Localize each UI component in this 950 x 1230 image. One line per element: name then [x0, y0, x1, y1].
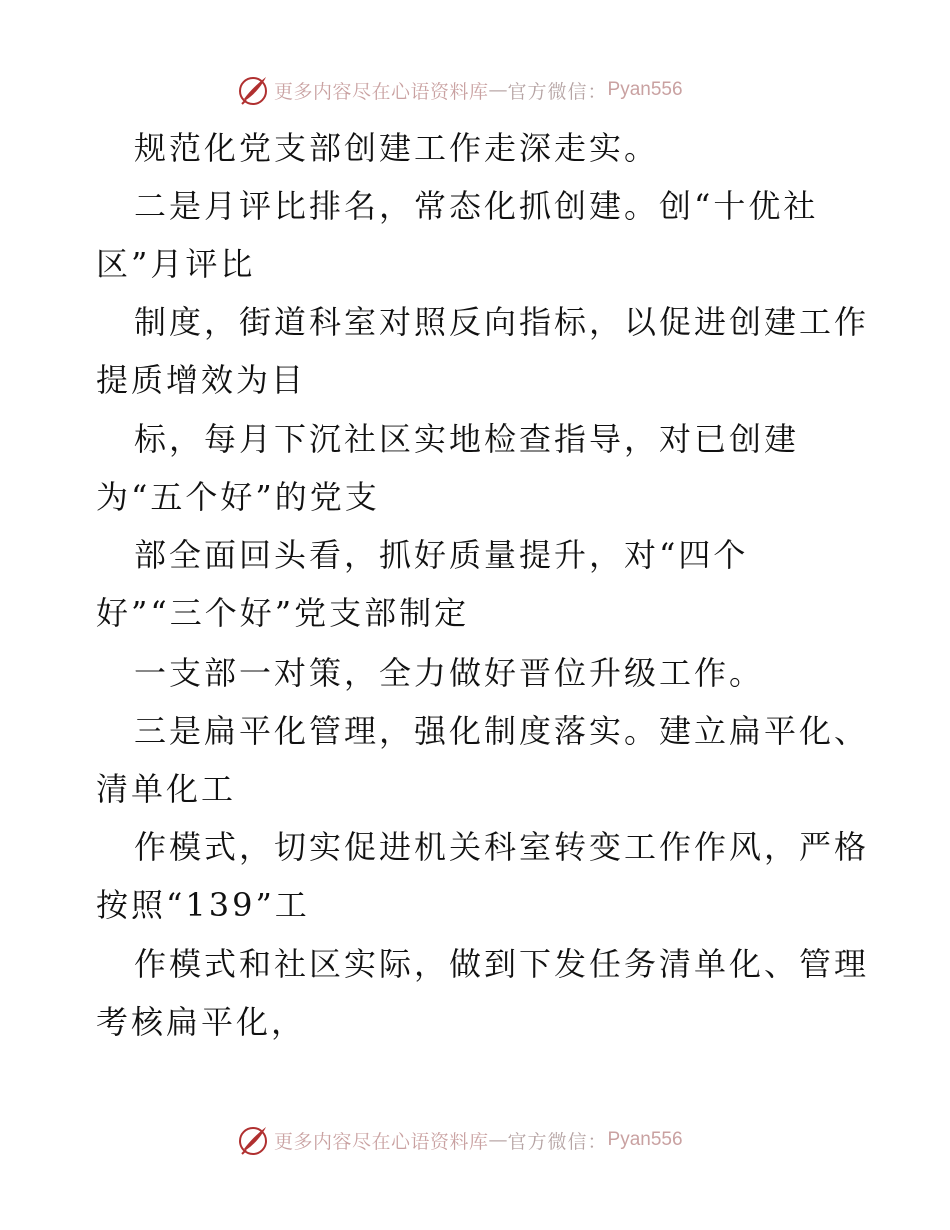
watermark-text: 更多内容尽在心语资料库 — [274, 1130, 489, 1153]
text-line: 三是扁平化管理，强化制度落实。建立扁平化、 — [134, 712, 870, 750]
text-line: 作模式和社区实际，做到下发任务清单化、管理 — [134, 945, 870, 983]
watermark-id: Pyan556 — [607, 79, 683, 100]
watermark-text: 更多内容尽在心语资料库 — [274, 80, 489, 103]
text-line: 清单化工 — [96, 770, 237, 808]
text-line: 提质增效为目 — [96, 361, 307, 399]
watermark-label: 官方微信： — [507, 1130, 608, 1153]
text-line: 作模式，切实促进机关科室转变工作作风，严格 — [134, 828, 870, 866]
text-line: 区”月评比 — [96, 245, 256, 283]
footer-watermark — [236, 1122, 683, 1158]
text-line: 制度，街道科室对照反向指标，以促进创建工作 — [134, 303, 870, 341]
header-watermark — [236, 72, 683, 108]
text-line: 规范化党支部创建工作走深走实。 — [134, 129, 660, 167]
text-line: 考核扁平化， — [96, 1003, 307, 1041]
watermark-label: 官方微信： — [507, 80, 608, 103]
feather-pen-logo-icon — [236, 1123, 270, 1157]
feather-pen-logo-icon — [236, 73, 270, 107]
text-line: 部全面回头看，抓好质量提升，对“四个 — [134, 536, 749, 574]
text-line: 为“五个好”的党支 — [96, 478, 380, 516]
watermark-separator: — — [488, 1129, 508, 1151]
text-line: 标，每月下沉社区实地检查指导，对已创建 — [134, 420, 800, 458]
text-line: 按照“139”工 — [96, 886, 310, 924]
text-line: 二是月评比排名，常态化抓创建。创“十优社 — [134, 187, 819, 225]
text-line: 一支部一对策，全力做好晋位升级工作。 — [134, 654, 765, 692]
text-line: 好”“三个好”党支部制定 — [96, 594, 470, 632]
watermark-separator: — — [488, 79, 508, 101]
watermark-id: Pyan556 — [607, 1129, 683, 1150]
